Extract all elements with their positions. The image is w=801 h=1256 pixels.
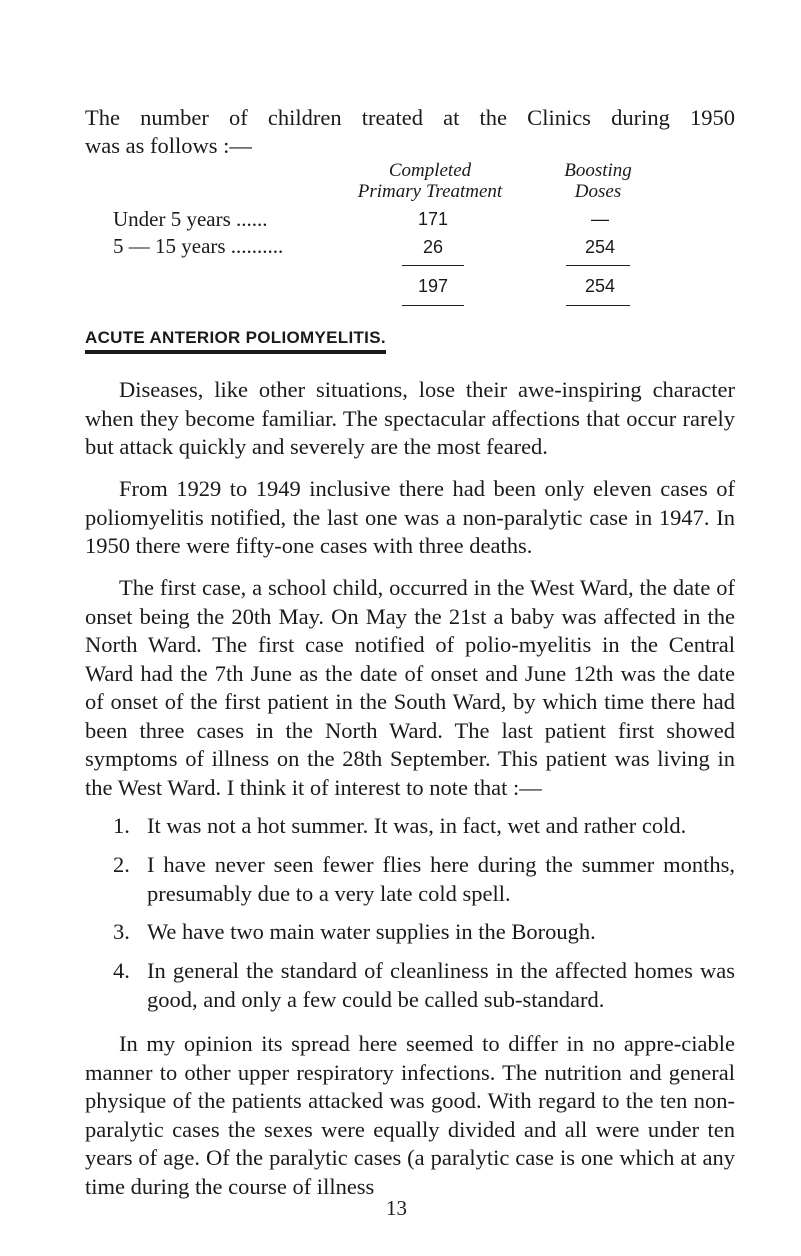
total-rule-boosting: [566, 305, 630, 306]
col-header-boosting: [538, 160, 658, 202]
col-header-boosting-line2: Doses: [574, 181, 622, 202]
cell-5to15-boosting: 254: [584, 237, 616, 257]
col-header-completed: [340, 160, 520, 202]
page-number: 13: [386, 1196, 407, 1220]
list-text: In general the standard of cleanliness in the affected homes was good, and only a few could be called sub-standard.: [147, 958, 735, 1012]
total-rule-completed: [402, 305, 464, 306]
list-item-1: [113, 812, 735, 841]
intro-line-2: was as follows :—: [85, 133, 252, 158]
col-header-completed-line2: Primary Treatment: [357, 181, 503, 202]
paragraph-1: Diseases, like other situations, lose their awe-inspiring character when they become familiar. The spectacular affections that occur rarely but attack quickly and severely are the most feared.: [85, 377, 735, 459]
list-number: 1.: [113, 813, 130, 838]
subtotal-rule-completed: [402, 265, 464, 266]
section-heading: ACUTE ANTERIOR POLIOMYELITIS.: [85, 328, 386, 354]
paragraph-3: The first case, a school child, occurred in the West Ward, the date of onset being the 20th May. On May the 21st a baby was affected in the North Ward. The first case notified of polio-myelitis in the Central Ward had the 7th June as the date of onset and June 12th was the date of onset of the first patient in the South Ward, by which time there had been three cases in the North Ward. The last patient first showed symptoms of illness on the 28th September. This patient was living in the West Ward. I think it of interest to note that :—: [85, 575, 735, 800]
total-boosting: 254: [584, 276, 616, 296]
cell-under5-boosting: —: [591, 209, 609, 229]
list-text: It was not a hot summer. It was, in fact, wet and rather cold.: [147, 813, 687, 838]
col-header-boosting-line1: Boosting: [564, 160, 632, 181]
subtotal-rule-boosting: [566, 265, 630, 266]
cell-5to15-completed: 26: [422, 237, 444, 257]
cell-under5-completed: 171: [417, 209, 449, 229]
closing-paragraph: In my opinion its spread here seemed to differ in no appre-ciable manner to other upper respiratory infections. The nutrition and general physique of the patients attacked was good. With regard to the ten non-paralytic cases the sexes were equally divided and all were under ten years of age. Of the paralytic cases (a paralytic case is one which at any time during the course of illness: [85, 1031, 735, 1199]
total-completed: 197: [417, 276, 449, 296]
list-text: I have never seen fewer flies here during the summer months, presumably due to a very late cold spell.: [147, 852, 735, 906]
list-text: We have two main water supplies in the Borough.: [147, 919, 596, 944]
intro-line-1: The number of children treated at the Clinics during 1950: [85, 105, 735, 130]
list-item-2: [113, 851, 735, 908]
list-number: 2.: [113, 852, 130, 877]
row-label-under5: Under 5 years ......: [113, 207, 268, 231]
list-number: 4.: [113, 958, 130, 983]
list-item-4: [113, 957, 735, 1014]
col-header-completed-line1: Completed: [388, 160, 472, 181]
paragraph-2: From 1929 to 1949 inclusive there had been only eleven cases of poliomyelitis notified, the last one was a non-paralytic case in 1947. In 1950 there were fifty-one cases with three deaths.: [85, 476, 735, 558]
list-number: 3.: [113, 919, 130, 944]
list-item-3: [113, 918, 735, 947]
row-label-5to15: 5 — 15 years ..........: [113, 234, 284, 258]
